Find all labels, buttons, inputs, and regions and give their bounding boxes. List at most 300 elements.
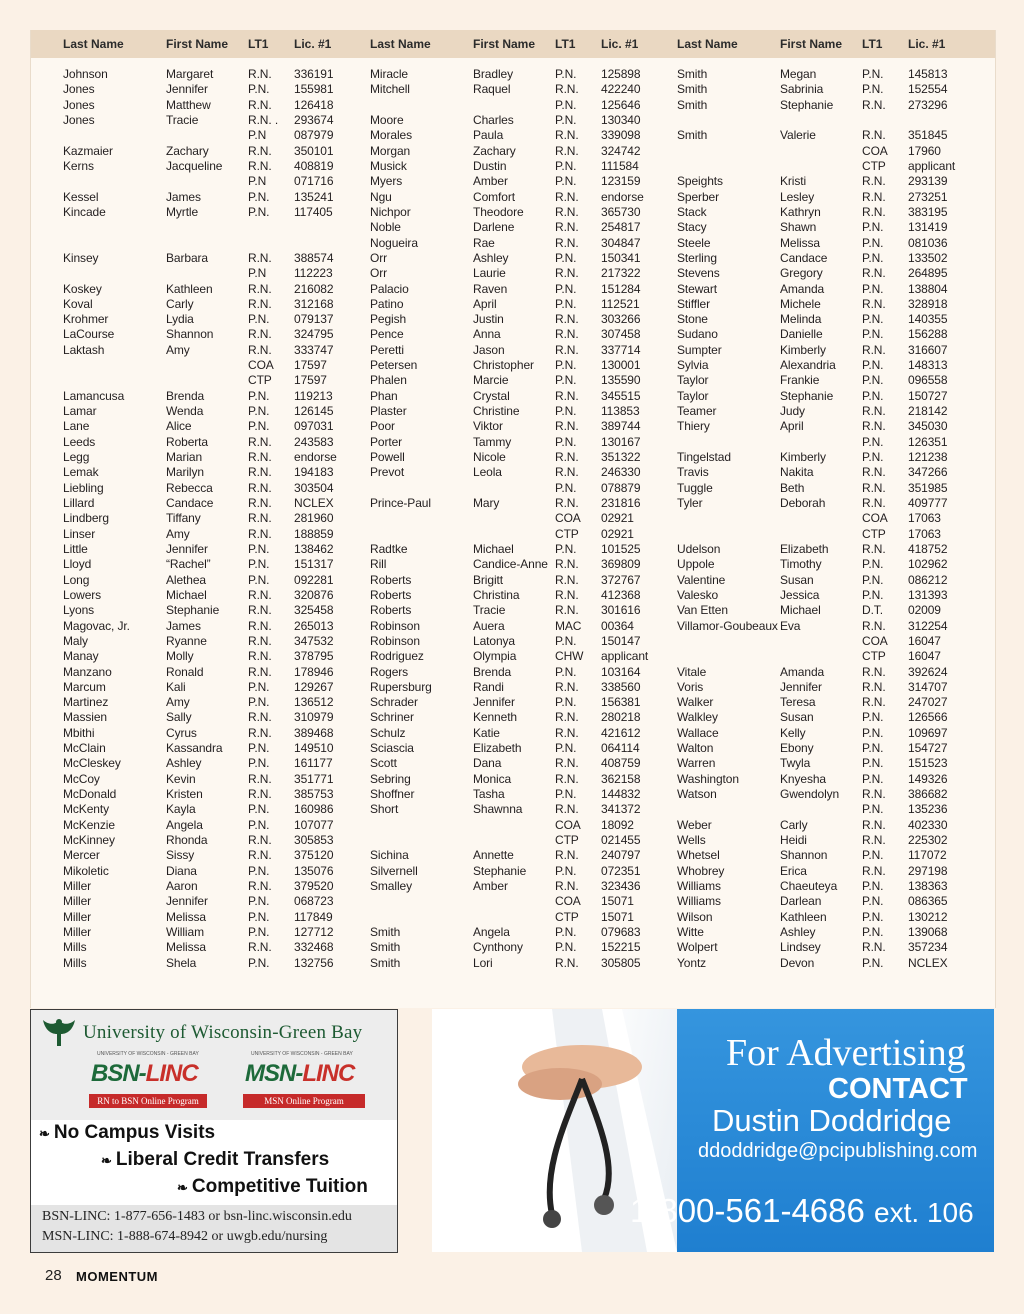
last-name-cell: Smith [370, 955, 401, 970]
last-name-cell: Tuggle [677, 480, 713, 495]
first-name-cell: Amy [166, 342, 190, 357]
first-name-cell: Latonya [473, 633, 516, 648]
license-number-cell: 135241 [294, 189, 334, 204]
first-name-cell: Cynthony [473, 940, 523, 955]
license-number-cell: 409777 [908, 496, 948, 510]
license-type-cell: P.N. [862, 802, 884, 817]
table-header [31, 30, 995, 58]
last-name-cell: Schrader [370, 695, 418, 710]
first-name-cell: Susan [780, 710, 814, 725]
last-name-cell: Stiffler [677, 296, 710, 311]
license-type-cell: R.N. [555, 771, 579, 786]
last-name-cell: Ngu [370, 189, 392, 204]
first-name-cell: Stephanie [780, 388, 834, 403]
last-name-cell: Mitchell [370, 82, 410, 97]
first-name-cell: Beth [780, 480, 805, 495]
first-name-cell: Deborah [780, 496, 826, 510]
last-name-cell: Short [370, 802, 399, 817]
first-name-cell: Timothy [780, 557, 822, 572]
last-name-cell: Moore [370, 113, 404, 127]
last-name-cell: Robinson [370, 618, 420, 633]
first-name-cell: Amanda [780, 281, 825, 296]
license-number-cell: 112521 [601, 296, 640, 311]
license-type-cell: R.N. [555, 327, 579, 342]
license-number-cell: 109697 [908, 725, 948, 740]
header-lt1: LT1 [555, 37, 576, 51]
first-name-cell: Ashley [166, 756, 202, 771]
first-name-cell: Kayla [166, 802, 196, 817]
license-type-cell: P.N. [862, 557, 884, 572]
license-number-cell: 305853 [294, 833, 334, 847]
ad-contact-name: Dustin Doddridge [712, 1103, 952, 1138]
last-name-cell: McKenty [63, 802, 109, 817]
license-number-cell: 148313 [908, 358, 948, 373]
license-number-cell: 151523 [908, 756, 948, 771]
last-name-cell: Nichpor [370, 204, 411, 219]
first-name-cell: Nicole [473, 450, 506, 464]
license-number-cell: 127712 [294, 924, 334, 939]
license-type-cell: R.N. [862, 940, 886, 955]
header-first-name: First Name [473, 37, 536, 51]
last-name-cell: Voris [677, 679, 704, 694]
license-type-cell: CTP [862, 649, 886, 664]
last-name-cell: Smith [677, 97, 708, 112]
license-type-cell: P.N. [248, 679, 270, 694]
license-number-cell: 218142 [908, 404, 948, 418]
license-type-cell: P.N. [862, 771, 884, 786]
ad-contact-label: CONTACT [828, 1073, 968, 1105]
license-type-cell: R.N. [862, 541, 886, 556]
last-name-cell: Schulz [370, 725, 406, 740]
license-number-cell: 325458 [294, 603, 334, 618]
last-name-cell: Valentine [677, 572, 726, 587]
last-name-cell: Poor [370, 419, 395, 434]
license-type-cell: R.N. [555, 603, 579, 618]
license-type-cell: P.N. [555, 281, 577, 296]
first-name-cell: Kassandra [166, 741, 223, 756]
first-name-cell: Randi [473, 679, 504, 694]
license-type-cell: R.N. [555, 342, 579, 357]
license-number-cell: 188859 [294, 526, 334, 541]
license-type-cell: COA [555, 817, 581, 832]
license-number-cell: 412368 [601, 587, 641, 602]
license-type-cell: R.N. [248, 143, 272, 158]
first-name-cell: Valerie [780, 128, 816, 143]
last-name-cell: Stone [677, 312, 708, 327]
uwgb-subtitle: UNIVERSITY OF WISCONSIN - GREEN BAY [251, 1051, 353, 1057]
last-name-cell: Lane [63, 419, 90, 434]
last-name-cell: Krohmer [63, 312, 109, 327]
license-number-cell: 151284 [601, 281, 641, 296]
license-type-cell: R.N. [862, 695, 886, 710]
license-type-cell: P.N. [555, 741, 577, 756]
license-number-cell: 408759 [601, 756, 641, 771]
license-type-cell: CTP [555, 526, 579, 541]
last-name-cell: Villamor-Goubeaux [677, 618, 778, 633]
license-type-cell: R.N. [862, 97, 886, 112]
first-name-cell: Christine [473, 404, 520, 418]
first-name-cell: Zachary [166, 143, 209, 158]
license-type-cell: R.N. [862, 787, 886, 801]
last-name-cell: Magovac, Jr. [63, 618, 130, 633]
license-type-cell: R.N. [248, 526, 272, 541]
last-name-cell: Morgan [370, 143, 411, 158]
first-name-cell: Kelly [780, 725, 806, 740]
last-name-cell: Radtke [370, 541, 408, 556]
license-type-cell: P.N. [248, 756, 270, 771]
last-name-cell: Warren [677, 756, 716, 771]
license-number-cell: 421612 [601, 725, 641, 740]
license-number-cell: 154727 [908, 741, 948, 756]
ad-contact-phone: 1-800-561-4686 ext. 106 [630, 1192, 974, 1229]
license-number-cell: 152554 [908, 82, 948, 97]
last-name-cell: Rill [370, 557, 387, 572]
license-type-cell: R.N. [862, 679, 886, 694]
license-number-cell: 00364 [601, 618, 634, 633]
last-name-cell: Miller [63, 909, 92, 924]
license-number-cell: 133502 [908, 250, 948, 265]
benefit-item: ❧ Competitive Tuition [177, 1176, 368, 1197]
last-name-cell: Miller [63, 894, 92, 909]
last-name-cell: Sylvia [677, 358, 709, 373]
license-number-cell: 096558 [908, 373, 948, 388]
first-name-cell: Susan [780, 572, 814, 587]
first-name-cell: Ebony [780, 741, 814, 756]
first-name-cell: Jennifer [473, 695, 515, 710]
license-type-cell: P.N. [248, 894, 270, 909]
license-number-cell: 332468 [294, 940, 334, 955]
header-last-name: Last Name [370, 37, 431, 51]
license-number-cell: 135590 [601, 373, 641, 388]
first-name-cell: Chaeuteya [780, 879, 838, 893]
ad-heading: For Advertising [726, 1032, 966, 1074]
license-number-cell: 217322 [601, 266, 641, 281]
license-number-cell: 139068 [908, 924, 948, 939]
license-number-cell: 333747 [294, 342, 334, 357]
last-name-cell: Koskey [63, 281, 102, 296]
last-name-cell: Long [63, 572, 90, 587]
first-name-cell: Lori [473, 955, 493, 970]
license-number-cell: 388574 [294, 250, 334, 265]
last-name-cell: Rupersburg [370, 679, 432, 694]
license-number-cell: NCLEX [294, 496, 334, 510]
license-type-cell: R.N. [862, 266, 886, 281]
first-name-cell: Melissa [166, 909, 206, 924]
last-name-cell: Smith [677, 82, 708, 97]
license-type-cell: R.N. . [248, 113, 279, 127]
first-name-cell: Stephanie [780, 97, 834, 112]
last-name-cell: Washington [677, 771, 739, 786]
license-type-cell: P.N. [248, 695, 270, 710]
last-name-cell: McClain [63, 741, 106, 756]
license-type-cell: R.N. [862, 618, 886, 633]
license-type-cell: R.N. [248, 787, 272, 801]
license-type-cell: R.N. [862, 480, 886, 495]
first-name-cell: Katie [473, 725, 500, 740]
first-name-cell: Amber [473, 174, 508, 189]
last-name-cell: Miller [63, 879, 92, 893]
license-type-cell: P.N. [555, 541, 577, 556]
license-type-cell: COA [248, 358, 274, 373]
license-type-cell: COA [555, 894, 581, 909]
first-name-cell: James [166, 618, 201, 633]
license-number-cell: 345515 [601, 388, 641, 403]
license-type-cell: R.N. [248, 649, 272, 664]
license-type-cell: R.N. [862, 204, 886, 219]
last-name-cell: Lamancusa [63, 388, 125, 403]
last-name-cell: Sichina [370, 848, 409, 863]
msn-program-tag: MSN Online Program [243, 1094, 365, 1108]
first-name-cell: Diana [166, 863, 197, 878]
last-name-cell: Sperber [677, 189, 719, 204]
license-number-cell: 126351 [908, 434, 948, 449]
license-number-cell: 123159 [601, 174, 641, 189]
license-number-cell: 136512 [294, 695, 334, 710]
license-type-cell: R.N. [555, 955, 579, 970]
first-name-cell: Alice [166, 419, 192, 434]
first-name-cell: Sissy [166, 848, 195, 863]
last-name-cell: Marcum [63, 679, 106, 694]
license-number-cell: 071716 [294, 174, 334, 189]
first-name-cell: Heidi [780, 833, 807, 847]
last-name-cell: Smith [370, 940, 401, 955]
last-name-cell: Porter [370, 434, 403, 449]
license-type-cell: COA [862, 511, 888, 526]
license-type-cell: R.N. [555, 756, 579, 771]
license-number-cell: 385753 [294, 787, 334, 801]
first-name-cell: Kenneth [473, 710, 518, 725]
license-type-cell: P.N. [862, 955, 884, 970]
last-name-cell: Musick [370, 158, 407, 173]
last-name-cell: McCleskey [63, 756, 121, 771]
last-name-cell: Roberts [370, 587, 412, 602]
license-number-cell: 265013 [294, 618, 334, 633]
last-name-cell: Johnson [63, 67, 108, 81]
last-name-cell: Jones [63, 97, 95, 112]
last-name-cell: Prince-Paul [370, 496, 431, 510]
first-name-cell: Melissa [166, 940, 206, 955]
license-number-cell: 15071 [601, 894, 634, 909]
last-name-cell: Wallace [677, 725, 719, 740]
license-type-cell: P.N. [555, 174, 577, 189]
header-last-name: Last Name [63, 37, 124, 51]
license-number-cell: 254817 [601, 220, 641, 235]
license-number-cell: 138804 [908, 281, 948, 296]
first-name-cell: Shawnna [473, 802, 523, 817]
license-type-cell: R.N. [248, 158, 272, 173]
license-number-cell: 119213 [294, 388, 333, 403]
first-name-cell: Bradley [473, 67, 513, 81]
first-name-cell: Tasha [473, 787, 505, 801]
license-type-cell: CTP [555, 909, 579, 924]
last-name-cell: Stack [677, 204, 707, 219]
last-name-cell: Maly [63, 633, 88, 648]
license-type-cell: R.N. [555, 710, 579, 725]
last-name-cell: Smith [677, 67, 708, 81]
last-name-cell: Lemak [63, 465, 99, 480]
first-name-cell: Stephanie [473, 863, 527, 878]
license-number-cell: 126145 [294, 404, 334, 418]
license-number-cell: 131419 [908, 220, 948, 235]
license-type-cell: P.N. [555, 863, 577, 878]
license-type-cell: R.N. [248, 633, 272, 648]
last-name-cell: Manzano [63, 664, 112, 679]
last-name-cell: Smith [677, 128, 708, 143]
last-name-cell: Witte [677, 924, 704, 939]
license-number-cell: 086212 [908, 572, 948, 587]
license-number-cell: 357234 [908, 940, 948, 955]
license-number-cell: 130167 [601, 434, 641, 449]
license-number-cell: 135076 [294, 863, 334, 878]
last-name-cell: Kerns [63, 158, 94, 173]
last-name-cell: Lyons [63, 603, 95, 618]
license-type-cell: R.N. [555, 266, 579, 281]
first-name-cell: Auera [473, 618, 505, 633]
license-number-cell: 16047 [908, 649, 941, 664]
first-name-cell: Lindsey [780, 940, 821, 955]
license-number-cell: 111584 [601, 158, 639, 173]
license-number-cell: 281960 [294, 511, 334, 526]
first-name-cell: Kathryn [780, 204, 821, 219]
license-type-cell: P.N. [862, 572, 884, 587]
last-name-cell: Speights [677, 174, 723, 189]
first-name-cell: Margaret [166, 67, 214, 81]
last-name-cell: Vitale [677, 664, 707, 679]
last-name-cell: Smalley [370, 879, 412, 893]
last-name-cell: McDonald [63, 787, 117, 801]
last-name-cell: Legg [63, 450, 90, 464]
first-name-cell: Ashley [780, 924, 816, 939]
license-number-cell: 079137 [294, 312, 334, 327]
license-number-cell: 021455 [601, 833, 641, 847]
last-name-cell: Taylor [677, 388, 709, 403]
license-type-cell: P.N. [555, 787, 577, 801]
license-number-cell: 149326 [908, 771, 948, 786]
license-type-cell: R.N. [862, 404, 886, 418]
license-number-cell: 312168 [294, 296, 334, 311]
last-name-cell: Sebring [370, 771, 411, 786]
benefit-item: ❧ Liberal Credit Transfers [101, 1149, 330, 1170]
license-number-cell: 079683 [601, 924, 641, 939]
first-name-cell: Megan [780, 67, 817, 81]
license-table [30, 30, 996, 1008]
first-name-cell: Anna [473, 327, 501, 342]
license-type-cell: P.N. [248, 802, 270, 817]
license-type-cell: R.N. [862, 189, 886, 204]
license-number-cell: 152215 [601, 940, 641, 955]
first-name-cell: Amanda [780, 664, 825, 679]
license-type-cell: P.N. [555, 158, 577, 173]
first-name-cell: Shannon [780, 848, 828, 863]
last-name-cell: Orr [370, 250, 388, 265]
first-name-cell: Darlene [473, 220, 515, 235]
license-type-cell: P.N. [248, 741, 270, 756]
last-name-cell: Liebling [63, 480, 104, 495]
first-name-cell: Kristi [780, 174, 807, 189]
first-name-cell: Rhonda [166, 833, 208, 847]
first-name-cell: Leola [473, 465, 502, 480]
first-name-cell: Tracie [473, 603, 506, 618]
license-type-cell: P.N. [248, 189, 270, 204]
first-name-cell: Darlean [780, 894, 822, 909]
license-number-cell: 304847 [601, 235, 641, 250]
first-name-cell: April [780, 419, 804, 434]
license-type-cell: R.N. [862, 496, 886, 510]
license-number-cell: 351985 [908, 480, 948, 495]
first-name-cell: Gregory [780, 266, 823, 281]
first-name-cell: Justin [473, 312, 504, 327]
first-name-cell: Melissa [780, 235, 820, 250]
header-first-name: First Name [780, 37, 843, 51]
license-number-cell: 379520 [294, 879, 334, 893]
license-number-cell: 347532 [294, 633, 334, 648]
first-name-cell: Tracie [166, 113, 199, 127]
license-type-cell: R.N. [555, 879, 579, 893]
license-type-cell: R.N. [248, 97, 272, 112]
license-type-cell: R.N. [862, 342, 886, 357]
first-name-cell: Olympia [473, 649, 517, 664]
last-name-cell: Sterling [677, 250, 717, 265]
license-number-cell: 350101 [294, 143, 334, 158]
license-number-cell: 351771 [294, 771, 334, 786]
first-name-cell: Jennifer [166, 82, 208, 97]
first-name-cell: Jennifer [780, 679, 822, 694]
license-type-cell: P.N. [862, 894, 884, 909]
license-number-cell: 107077 [294, 817, 334, 832]
license-number-cell: 072351 [601, 863, 641, 878]
license-number-cell: applicant [601, 649, 649, 664]
bsn-program-tag: RN to BSN Online Program [89, 1094, 207, 1108]
last-name-cell: Phalen [370, 373, 407, 388]
license-type-cell: R.N. [248, 465, 272, 480]
last-name-cell: Robinson [370, 633, 420, 648]
license-type-cell: P.N. [555, 250, 577, 265]
license-number-cell: 303266 [601, 312, 641, 327]
license-number-cell: 151317 [294, 557, 334, 572]
first-name-cell: Tammy [473, 434, 512, 449]
license-type-cell: R.N. [555, 572, 579, 587]
license-type-cell: COA [862, 633, 888, 648]
license-number-cell: 307458 [601, 327, 641, 342]
license-number-cell: 064114 [601, 741, 640, 756]
first-name-cell: Elizabeth [473, 741, 522, 756]
license-number-cell: 247027 [908, 695, 948, 710]
license-number-cell: 243583 [294, 434, 334, 449]
license-type-cell: P.N. [862, 358, 884, 373]
license-type-cell: P.N. [862, 725, 884, 740]
license-type-cell: COA [862, 143, 888, 158]
last-name-cell: McKenzie [63, 817, 115, 832]
last-name-cell: Yontz [677, 955, 707, 970]
magazine-name: MOMENTUM [76, 1269, 158, 1284]
license-number-cell: 101525 [601, 541, 641, 556]
first-name-cell: Rae [473, 235, 495, 250]
license-number-cell: 297198 [908, 863, 948, 878]
first-name-cell: Lydia [166, 312, 194, 327]
last-name-cell: Mikoletic [63, 863, 109, 878]
last-name-cell: Lloyd [63, 557, 92, 572]
license-number-cell: 16047 [908, 633, 941, 648]
license-type-cell: P.N. [862, 220, 884, 235]
license-number-cell: 138363 [908, 879, 948, 893]
license-type-cell: R.N. [862, 174, 886, 189]
first-name-cell: Roberta [166, 434, 208, 449]
last-name-cell: Sciascia [370, 741, 414, 756]
last-name-cell: Rodriguez [370, 649, 424, 664]
license-type-cell: P.N. [862, 741, 884, 756]
last-name-cell: Mills [63, 955, 87, 970]
license-type-cell: P.N. [555, 434, 577, 449]
